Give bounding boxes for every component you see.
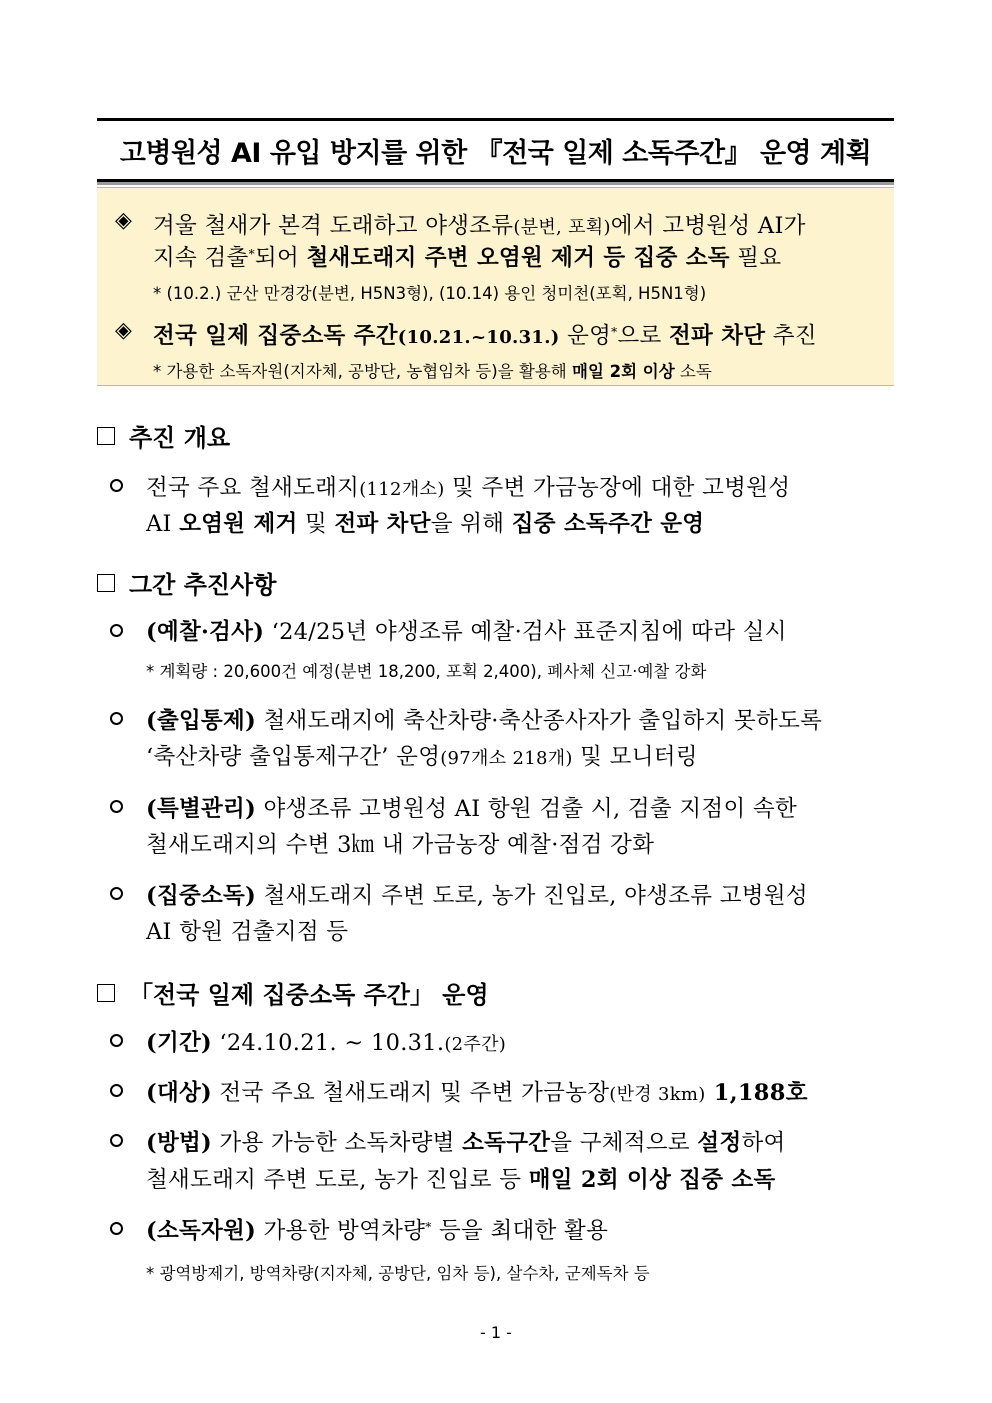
progress-item-intensive-disinfection: (집중소독) 철새도래지 주변 도로, 농가 진입로, 야생조류 고병원성 [146, 883, 808, 909]
circle-bullet-icon [110, 800, 123, 813]
title-box [97, 118, 894, 182]
circle-bullet-icon [110, 712, 123, 725]
circle-bullet-icon [110, 887, 123, 900]
circle-bullet-icon [110, 479, 123, 492]
section-heading-progress: 그간 추진사항 [97, 565, 276, 600]
summary-note-2: * 가용한 소독자원(지자체, 공방단, 농협임차 등)을 활용해 매일 2회 이상 소독 [153, 362, 712, 381]
summary-line-3: 전국 일제 집중소독 주간(10.21.~10.31.) 운영*으로 전파 차단 추진 [153, 323, 817, 349]
summary-box [97, 187, 894, 386]
checkbox-square-icon [97, 574, 115, 592]
circle-bullet-icon [110, 624, 123, 637]
diamond-bullet-2: ◈ [115, 318, 132, 343]
operation-item-method: (방법) 가용 가능한 소독차량별 소독구간을 구체적으로 설정하여 [146, 1130, 786, 1156]
progress-item-intensive-disinfection-line2: AI 항원 검출지점 등 [146, 919, 349, 945]
circle-bullet-icon [110, 1034, 123, 1047]
page-title: 고병원성 AI 유입 방지를 위한 『전국 일제 소독주간』 운영 계획 [119, 137, 872, 169]
operation-item-target: (대상) 전국 주요 철새도래지 및 주변 가금농장(반경 3km) 1,188호 [146, 1080, 808, 1106]
circle-bullet-icon [110, 1222, 123, 1235]
summary-note-1: * (10.2.) 군산 만경강(분변, H5N3형), (10.14) 용인 청미천(포획, H5N1형) [153, 284, 707, 303]
section-heading-operation: 「전국 일제 집중소독 주간」 운영 [97, 975, 489, 1010]
checkbox-square-icon [97, 427, 115, 445]
section-heading-overview: 추진 개요 [97, 418, 230, 453]
overview-line-2: AI 오염원 제거 및 전파 차단을 위해 집중 소독주간 운영 [146, 511, 705, 537]
operation-item-method-line2: 철새도래지 주변 도로, 농가 진입로 등 매일 2회 이상 집중 소독 [146, 1167, 776, 1193]
circle-bullet-icon [110, 1084, 123, 1097]
progress-item-surveillance: (예찰·검사) ‘24/25년 야생조류 예찰·검사 표준지침에 따라 실시 [146, 619, 787, 645]
progress-item-access-control: (출입통제) 철새도래지에 축산차량·축산종사자가 출입하지 못하도록 [146, 708, 823, 734]
checkbox-square-icon [97, 984, 115, 1002]
circle-bullet-icon [110, 1134, 123, 1147]
operation-note-resources: * 광역방제기, 방역차량(지자체, 공방단, 임차 등), 살수차, 군제독차 등 [146, 1264, 650, 1283]
operation-item-resources: (소독자원) 가용한 방역차량* 등을 최대한 활용 [146, 1218, 609, 1244]
progress-item-special-management-line2: 철새도래지의 수변 3㎞ 내 가금농장 예찰·점검 강화 [146, 832, 655, 858]
diamond-bullet-1: ◈ [115, 208, 132, 233]
summary-line-1: 겨울 철새가 본격 도래하고 야생조류(분변, 포획)에서 고병원성 AI가 [153, 213, 806, 239]
summary-line-2: 지속 검출*되어 철새도래지 주변 오염원 제거 등 집중 소독 필요 [153, 245, 782, 271]
progress-item-special-management: (특별관리) 야생조류 고병원성 AI 항원 검출 시, 검출 지점이 속한 [146, 796, 798, 822]
operation-item-period: (기간) ‘24.10.21. ~ 10.31.(2주간) [146, 1030, 507, 1056]
overview-line-1: 전국 주요 철새도래지(112개소) 및 주변 가금농장에 대한 고병원성 [146, 475, 791, 501]
page-number: - 1 - [480, 1323, 512, 1342]
progress-note-surveillance: * 계획량 : 20,600건 예정(분변 18,200, 포획 2,400), 폐사체 신고·예찰 강화 [146, 662, 707, 681]
progress-item-access-control-line2: ‘축산차량 출입통제구간’ 운영(97개소 218개) 및 모니터링 [146, 744, 698, 770]
